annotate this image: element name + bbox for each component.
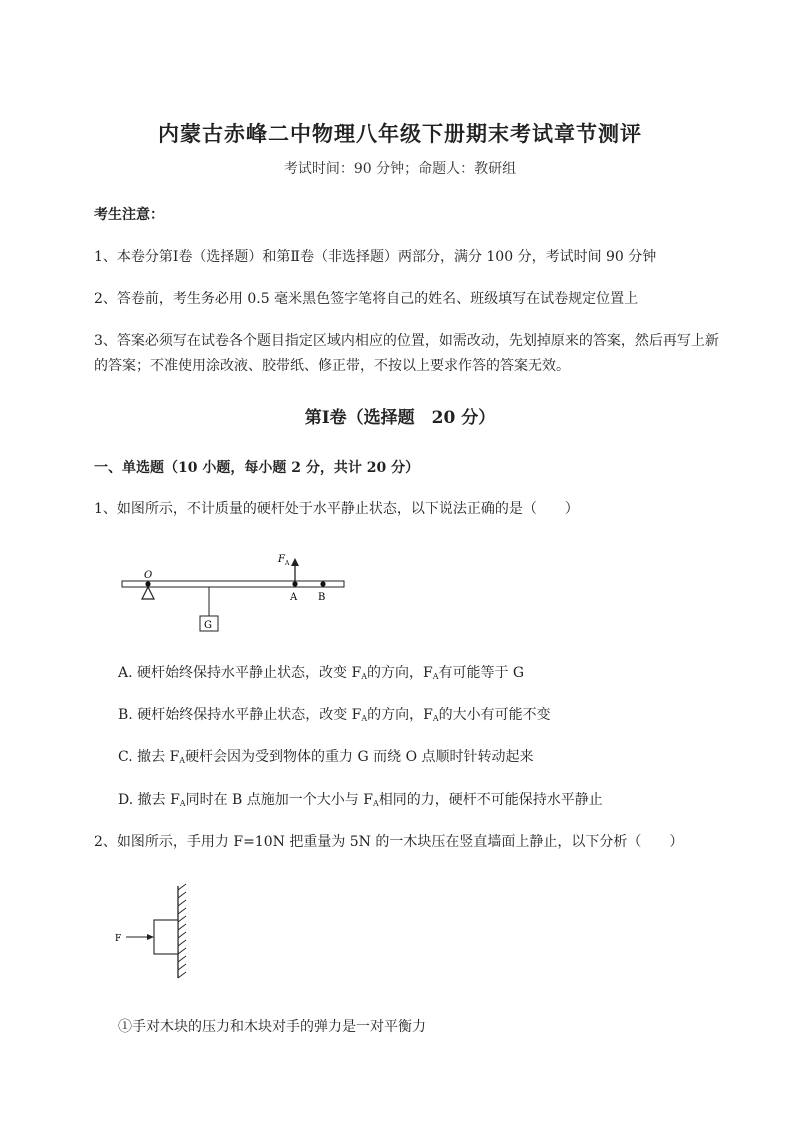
point-b — [320, 581, 325, 586]
lever-figure — [118, 548, 350, 634]
wall-hatching — [178, 884, 186, 978]
option-c: C. 撤去 $F_A$硬杆会因为受到物体的重力 G 而绕 O 点顺时针转动起来 — [118, 749, 534, 765]
label-f-push: F — [115, 934, 122, 944]
option-b: B. 硬杆始终保持水平静止状态，改变 $F_A$的方向，$F_A$的大小有可能不变 — [118, 707, 551, 723]
notice-item-1: 1、本卷分第Ⅰ卷（选择题）和第Ⅱ卷（非选择题）两部分，满分 100 分，考试时间 90 分钟 — [94, 249, 657, 265]
section-title: 第Ⅰ卷（选择题 20 分） — [304, 408, 496, 428]
notice-heading: 考生注意： — [94, 207, 164, 223]
notice-item-3-line-2: 的答案；不准使用涂改液、胶带纸、修正带，不按以上要求作答的答案无效。 — [94, 358, 570, 374]
label-b: B — [318, 592, 326, 603]
notice-item-3-line-1: 3、答案必须写在试卷各个题目指定区域内相应的位置，如需改动，先划掉原来的答案，然后再写上新 — [94, 333, 719, 349]
label-f-subscript: A — [285, 560, 290, 567]
label-a: A — [290, 592, 298, 603]
push-arrow-icon — [147, 934, 154, 940]
point-a — [292, 581, 297, 586]
statement-1: ①手对木块的压力和木块对手的弹力是一对平衡力 — [118, 1019, 426, 1035]
fulcrum-icon — [142, 587, 154, 599]
question-2-stem: 2、如图所示，手用力 F=10N 把重量为 5N 的一木块压在竖直墙面上静止，以下分析（ ） — [94, 834, 684, 850]
option-d: D. 撤去 $F_A$同时在 B 点施加一个大小与 $F_A$相同的力，硬杆不可能保持水平静止 — [118, 792, 603, 808]
force-arrow-icon — [291, 558, 299, 566]
doc-subtitle: 考试时间：90 分钟；命题人：教研组 — [283, 161, 517, 177]
wooden-block — [154, 920, 178, 954]
label-o: O — [144, 570, 153, 581]
part-heading: 一、单选题（10 小题，每小题 2 分，共计 20 分） — [94, 460, 420, 476]
wall-block-figure — [112, 882, 198, 982]
notice-item-2: 2、答卷前，考生务必用 0.5 毫米黑色签字笔将自己的姓名、班级填写在试卷规定位置上 — [94, 291, 639, 307]
question-1-stem: 1、如图所示，不计质量的硬杆处于水平静止状态，以下说法正确的是（ ） — [94, 501, 579, 517]
doc-title: 内蒙古赤峰二中物理八年级下册期末考试章节测评 — [158, 121, 642, 146]
label-g: G — [204, 620, 212, 631]
lever-bar — [122, 581, 344, 587]
option-a: A. 硬杆始终保持水平静止状态，改变 $F_A$的方向，$F_A$有可能等于 G — [118, 665, 525, 681]
label-f: F — [278, 554, 285, 565]
